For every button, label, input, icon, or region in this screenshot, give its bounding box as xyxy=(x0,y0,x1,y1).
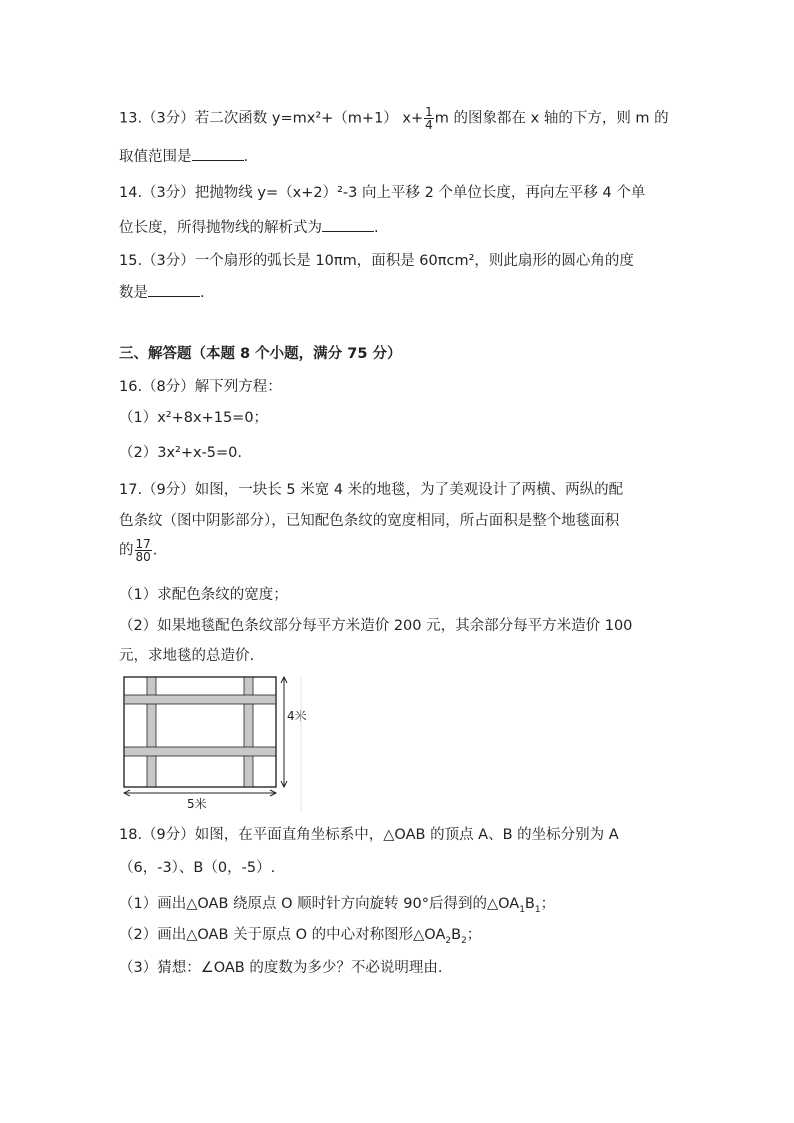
q18-line2: （6，-3）、B（0，-5）. xyxy=(119,860,276,876)
q14-line1: 14.（3分）把抛物线 y=（x+2）²-3 向上平移 2 个单位长度，再向左平移 4 个单 xyxy=(119,185,646,201)
q18-p1-end: ； xyxy=(540,896,556,912)
q15-line2-text: 数是 xyxy=(119,285,148,301)
q13-line2-text: 取值范围是 xyxy=(119,149,192,165)
q18-p1-text: （1）画出△OAB 绕原点 O 顺时针方向旋转 90°后得到的△OA xyxy=(119,896,520,912)
q16-part1: （1）x²+8x+15=0； xyxy=(119,410,269,426)
q13-end: . xyxy=(243,149,249,165)
q13-line2 xyxy=(119,145,248,166)
q13-frac-den: 4 xyxy=(425,118,433,132)
q18-p2-sub2: 2 xyxy=(461,935,467,946)
q17-line3-prefix: 的 xyxy=(119,542,134,559)
q16-part2: （2）3x²+x-5=0. xyxy=(119,445,243,461)
vertical-stripe-right xyxy=(244,677,253,787)
q13-prefix: 13.（3分）若二次函数 y=mx²+（m+1） x+ xyxy=(119,110,424,127)
q13-frac-num: 1 xyxy=(425,105,433,119)
q18-p2-sub1: 2 xyxy=(445,935,452,946)
q13-line1 xyxy=(119,106,669,131)
q17-fraction xyxy=(135,538,152,563)
q17-part2-line1: （2）如果地毯配色条纹部分每平方米造价 200 元，其余部分每平方米造价 100 xyxy=(119,618,633,634)
horizontal-stripe-top xyxy=(124,695,276,704)
q18-p2-end: ； xyxy=(466,927,482,943)
q15-line2 xyxy=(119,281,205,302)
q13-answer-blank xyxy=(192,148,244,161)
q18-p2-text: （2）画出△OAB 关于原点 O 的中心对称图形△OA xyxy=(119,927,446,943)
q14-line2-text: 位长度，所得抛物线的解析式为 xyxy=(119,220,322,236)
q17-line3 xyxy=(119,538,157,563)
q18-p1-b: B xyxy=(524,896,535,912)
q17-frac-den: 80 xyxy=(135,550,151,564)
q17-line3-end: . xyxy=(152,542,158,559)
q17-frac-num: 17 xyxy=(135,537,151,551)
q13-suffix: m 的图象都在 x 轴的下方，则 m 的 xyxy=(434,110,669,127)
q18-part1 xyxy=(119,892,555,915)
carpet-figure xyxy=(119,672,309,812)
q17-line1: 17.（9分）如图，一块长 5 米宽 4 米的地毯，为了美观设计了两横、两纵的配 xyxy=(119,482,624,498)
q17-part1: （1）求配色条纹的宽度； xyxy=(119,587,288,603)
vertical-stripe-left xyxy=(147,677,156,787)
q18-part2 xyxy=(119,923,481,946)
width-label: 5米 xyxy=(187,797,207,811)
height-label: 4米 xyxy=(287,709,307,723)
q17-part2-line2: 元，求地毯的总造价. xyxy=(119,648,255,664)
horizontal-stripe-bottom xyxy=(124,747,276,756)
q16-stem: 16.（8分）解下列方程： xyxy=(119,379,282,395)
q14-end: . xyxy=(374,220,379,236)
q17-line2: 色条纹（图中阴影部分），已知配色条纹的宽度相同，所占面积是整个地毯面积 xyxy=(119,513,620,529)
section-3-heading: 三、解答题（本题 8 个小题，满分 75 分） xyxy=(119,346,402,362)
q18-p1-sub1: 1 xyxy=(519,904,525,915)
q18-line1: 18.（9分）如图，在平面直角坐标系中，△OAB 的顶点 A、B 的坐标分别为 A xyxy=(119,827,619,843)
q15-line1: 15.（3分）一个扇形的弧长是 10πm，面积是 60πcm²，则此扇形的圆心角的度 xyxy=(119,253,634,269)
q14-line2 xyxy=(119,216,379,237)
q18-p1-sub2: 1 xyxy=(534,904,541,915)
q13-fraction xyxy=(424,106,434,131)
q18-p2-b: B xyxy=(451,927,462,943)
q14-answer-blank xyxy=(322,219,374,232)
q18-part3: （3）猜想：∠OAB 的度数为多少？不必说明理由. xyxy=(119,960,443,976)
q15-end: . xyxy=(200,285,205,301)
q15-answer-blank xyxy=(148,284,200,297)
